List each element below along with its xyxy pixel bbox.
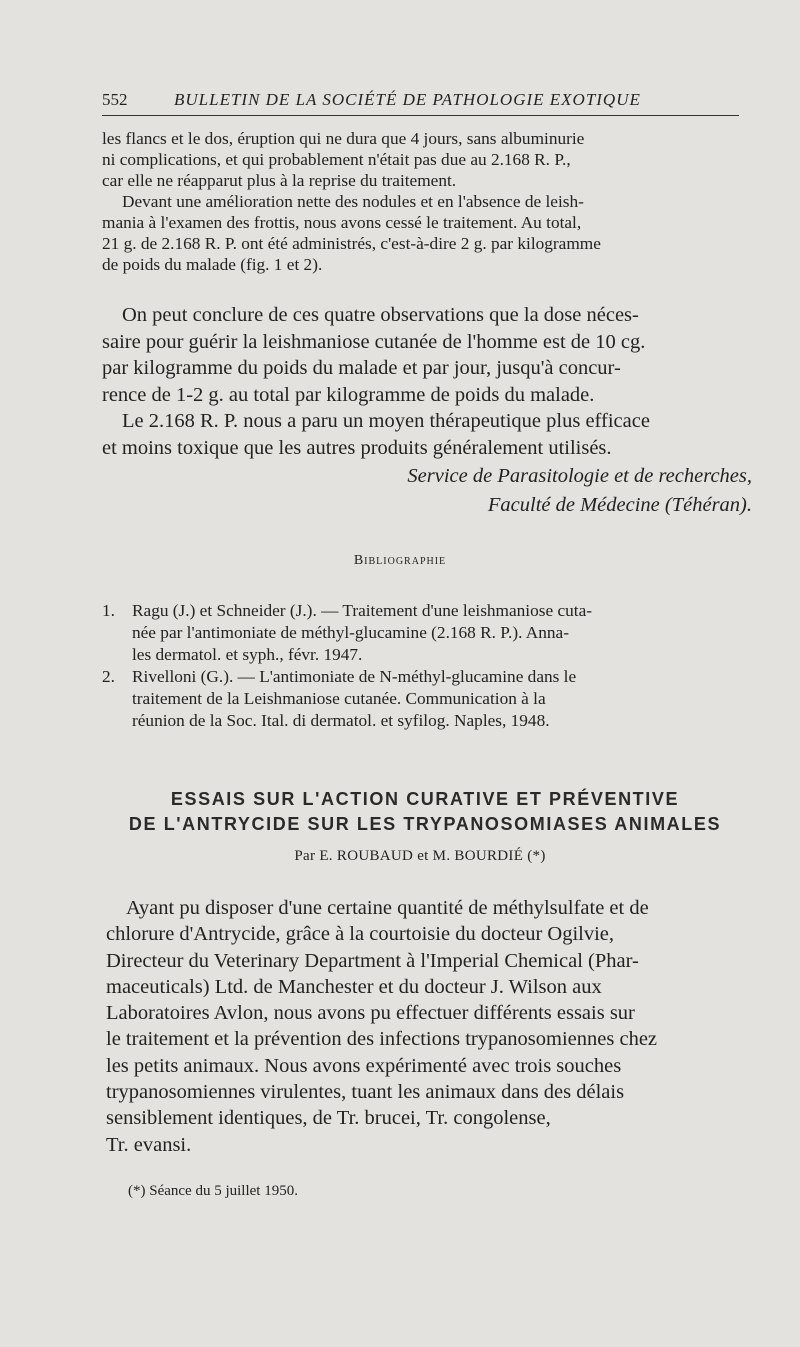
running-title: BULLETIN DE LA SOCIÉTÉ DE PATHOLOGIE EXOTIQUE — [174, 90, 641, 109]
text-line: On peut conclure de ces quatre observations que la dose néces- — [122, 304, 639, 326]
continued-paragraph — [102, 128, 752, 275]
reference-line: réunion de la Soc. Ital. di dermatol. et syfilog. Naples, 1948. — [132, 711, 550, 730]
text-line: Le 2.168 R. P. nous a paru un moyen thérapeutique plus efficace — [122, 410, 650, 432]
conclusion-paragraph — [102, 302, 752, 461]
text-line: Directeur du Veterinary Department à l'Imperial Chemical (Phar- — [106, 949, 639, 972]
article-title — [0, 787, 800, 837]
text-line: les petits animaux. Nous avons expérimenté avec trois souches — [106, 1054, 622, 1077]
author-byline: Par E. ROUBAUD et M. BOURDIÉ (*) — [294, 848, 546, 864]
text-line: par kilogramme du poids du malade et par jour, jusqu'à concur- — [102, 357, 621, 379]
header-rule — [102, 115, 739, 116]
reference-item — [102, 666, 752, 732]
text-line: 21 g. de 2.168 R. P. ont été administrés, c'est-à-dire 2 g. par kilogramme — [102, 234, 601, 253]
text-line: rence de 1-2 g. au total par kilogramme de poids du malade. — [102, 383, 595, 406]
signoff-line: Faculté de Médecine (Téhéran). — [487, 494, 752, 516]
text-line: maceuticals) Ltd. de Manchester et du docteur J. Wilson aux — [106, 975, 602, 998]
reference-line: traitement de la Leishmaniose cutanée. Communication à la — [132, 689, 546, 708]
text-line: Devant une amélioration nette des nodules et en l'absence de leish- — [122, 192, 584, 211]
title-line: DE L'ANTRYCIDE SUR LES TRYPANOSOMIASES ANIMALES — [128, 814, 722, 834]
reference-number: 2. — [102, 667, 115, 686]
text-line: le traitement et la prévention des infections trypanosomiennes chez — [106, 1028, 658, 1051]
text-line: ni complications, et qui probablement n'était pas due au 2.168 R. P., — [102, 150, 571, 169]
page-number: 552 — [102, 90, 128, 109]
article-body — [106, 895, 751, 1158]
reference-line: les dermatol. et syph., févr. 1947. — [132, 645, 363, 664]
signoff-line: Service de Parasitologie et de recherches, — [407, 465, 752, 487]
title-line: ESSAIS SUR L'ACTION CURATIVE ET PRÉVENTIVE — [170, 789, 680, 809]
text-line: saire pour guérir la leishmaniose cutanée de l'homme est de 10 cg. — [102, 330, 646, 353]
running-header — [102, 86, 747, 112]
affiliation-signoff — [407, 462, 752, 520]
reference-line: Rivelloni (G.). — L'antimoniate de N-méthyl-glucamine dans le — [132, 667, 577, 686]
text-line: de poids du malade (fig. 1 et 2). — [102, 255, 323, 274]
reference-item — [102, 600, 752, 666]
text-line: Tr. evansi. — [106, 1133, 192, 1156]
bibliography-heading: Bibliographie — [353, 553, 447, 568]
bibliography-list — [102, 600, 752, 732]
reference-line: née par l'antimoniate de méthyl-glucamine (2.168 R. P.). Anna- — [132, 623, 569, 642]
text-line: sensiblement identiques, de Tr. brucei, Tr. congolense, — [106, 1107, 551, 1130]
text-line: Ayant pu disposer d'une certaine quantité de méthylsulfate et de — [126, 897, 649, 919]
text-line: trypanosomiennes virulentes, tuant les animaux dans des délais — [106, 1081, 625, 1104]
footnote: (*) Séance du 5 juillet 1950. — [128, 1183, 298, 1199]
reference-line: Ragu (J.) et Schneider (J.). — Traitement d'une leishmaniose cuta- — [132, 601, 593, 620]
text-line: chlorure d'Antrycide, grâce à la courtoisie du docteur Ogilvie, — [106, 923, 615, 946]
text-line: et moins toxique que les autres produits généralement utilisés. — [102, 436, 612, 459]
reference-number: 1. — [102, 601, 115, 620]
text-line: les flancs et le dos, éruption qui ne dura que 4 jours, sans albuminurie — [102, 129, 585, 148]
text-line: mania à l'examen des frottis, nous avons cessé le traitement. Au total, — [102, 213, 582, 232]
text-line: car elle ne réapparut plus à la reprise du traitement. — [102, 171, 457, 190]
text-line: Laboratoires Avlon, nous avons pu effectuer différents essais sur — [106, 1002, 635, 1025]
